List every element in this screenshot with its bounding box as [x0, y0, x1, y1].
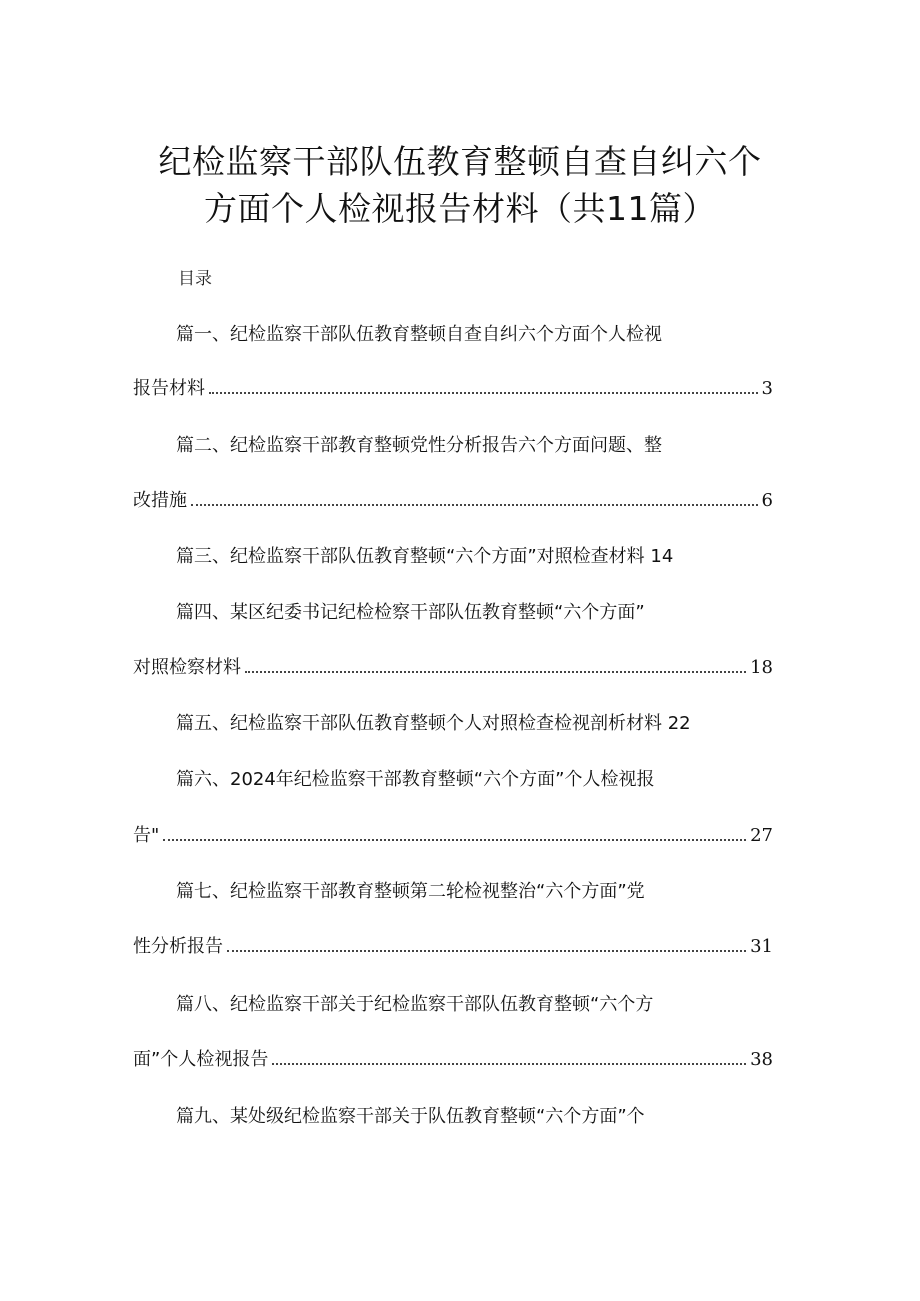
toc-leader-dots — [245, 671, 746, 673]
toc-entry-8-page: 38 — [750, 1049, 773, 1070]
toc-entry-9-title[interactable]: 篇九、某处级纪检监察干部关于队伍教育整顿“六个方面”个 — [176, 1106, 645, 1127]
toc-entry-1-page: 3 — [761, 378, 773, 399]
toc-leader-dots — [227, 950, 746, 952]
toc-entry-6-page: 27 — [750, 825, 773, 846]
document-title-line-2: 方面个人检视报告材料（共11篇） — [204, 189, 716, 228]
toc-leader-dots — [272, 1063, 746, 1065]
toc-entry-8-continuation[interactable] — [133, 1045, 773, 1071]
toc-entry-2-page: 6 — [761, 490, 773, 511]
toc-entry-1-title-cont: 报告材料 — [133, 378, 205, 399]
toc-entry-3-title[interactable]: 篇三、纪检监察干部队伍教育整顿“六个方面”对照检查材料 14 — [176, 546, 674, 567]
toc-entry-6-title-cont: 告" — [133, 825, 160, 846]
toc-entry-4-title[interactable]: 篇四、某区纪委书记纪检检察干部队伍教育整顿“六个方面” — [176, 602, 645, 623]
toc-entry-7-title[interactable]: 篇七、纪检监察干部教育整顿第二轮检视整治“六个方面”党 — [176, 881, 645, 902]
toc-entry-7-continuation[interactable] — [133, 932, 773, 958]
toc-entry-8-title[interactable]: 篇八、纪检监察干部关于纪检监察干部队伍教育整顿“六个方 — [176, 994, 654, 1015]
toc-entry-5-title[interactable]: 篇五、纪检监察干部队伍教育整顿个人对照检查检视剖析材料 22 — [176, 713, 691, 734]
toc-entry-6-title[interactable]: 篇六、2024年纪检监察干部教育整顿“六个方面”个人检视报 — [176, 769, 655, 790]
toc-entry-1-title[interactable]: 篇一、纪检监察干部队伍教育整顿自查自纠六个方面个人检视 — [176, 324, 662, 345]
toc-heading: 目录 — [178, 269, 212, 289]
document-title-line-1: 纪检监察干部队伍教育整顿自查自纠六个 — [158, 142, 762, 181]
toc-leader-dots — [209, 392, 758, 394]
toc-entry-8-title-cont: 面”个人检视报告 — [133, 1049, 269, 1070]
toc-entry-4-page: 18 — [750, 657, 773, 678]
toc-entry-2-title-cont: 改措施 — [133, 490, 187, 511]
toc-entry-6-continuation[interactable] — [133, 821, 773, 847]
toc-entry-4-title-cont: 对照检察材料 — [133, 657, 241, 678]
toc-entry-7-title-cont: 性分析报告 — [133, 936, 223, 957]
toc-leader-dots — [191, 504, 758, 506]
toc-leader-dots — [163, 839, 746, 841]
toc-entry-7-page: 31 — [750, 936, 773, 957]
toc-entry-1-continuation[interactable] — [133, 374, 773, 400]
toc-entry-2-continuation[interactable] — [133, 486, 773, 512]
toc-entry-4-continuation[interactable] — [133, 653, 773, 679]
toc-entry-2-title[interactable]: 篇二、纪检监察干部教育整顿党性分析报告六个方面问题、整 — [176, 435, 662, 456]
